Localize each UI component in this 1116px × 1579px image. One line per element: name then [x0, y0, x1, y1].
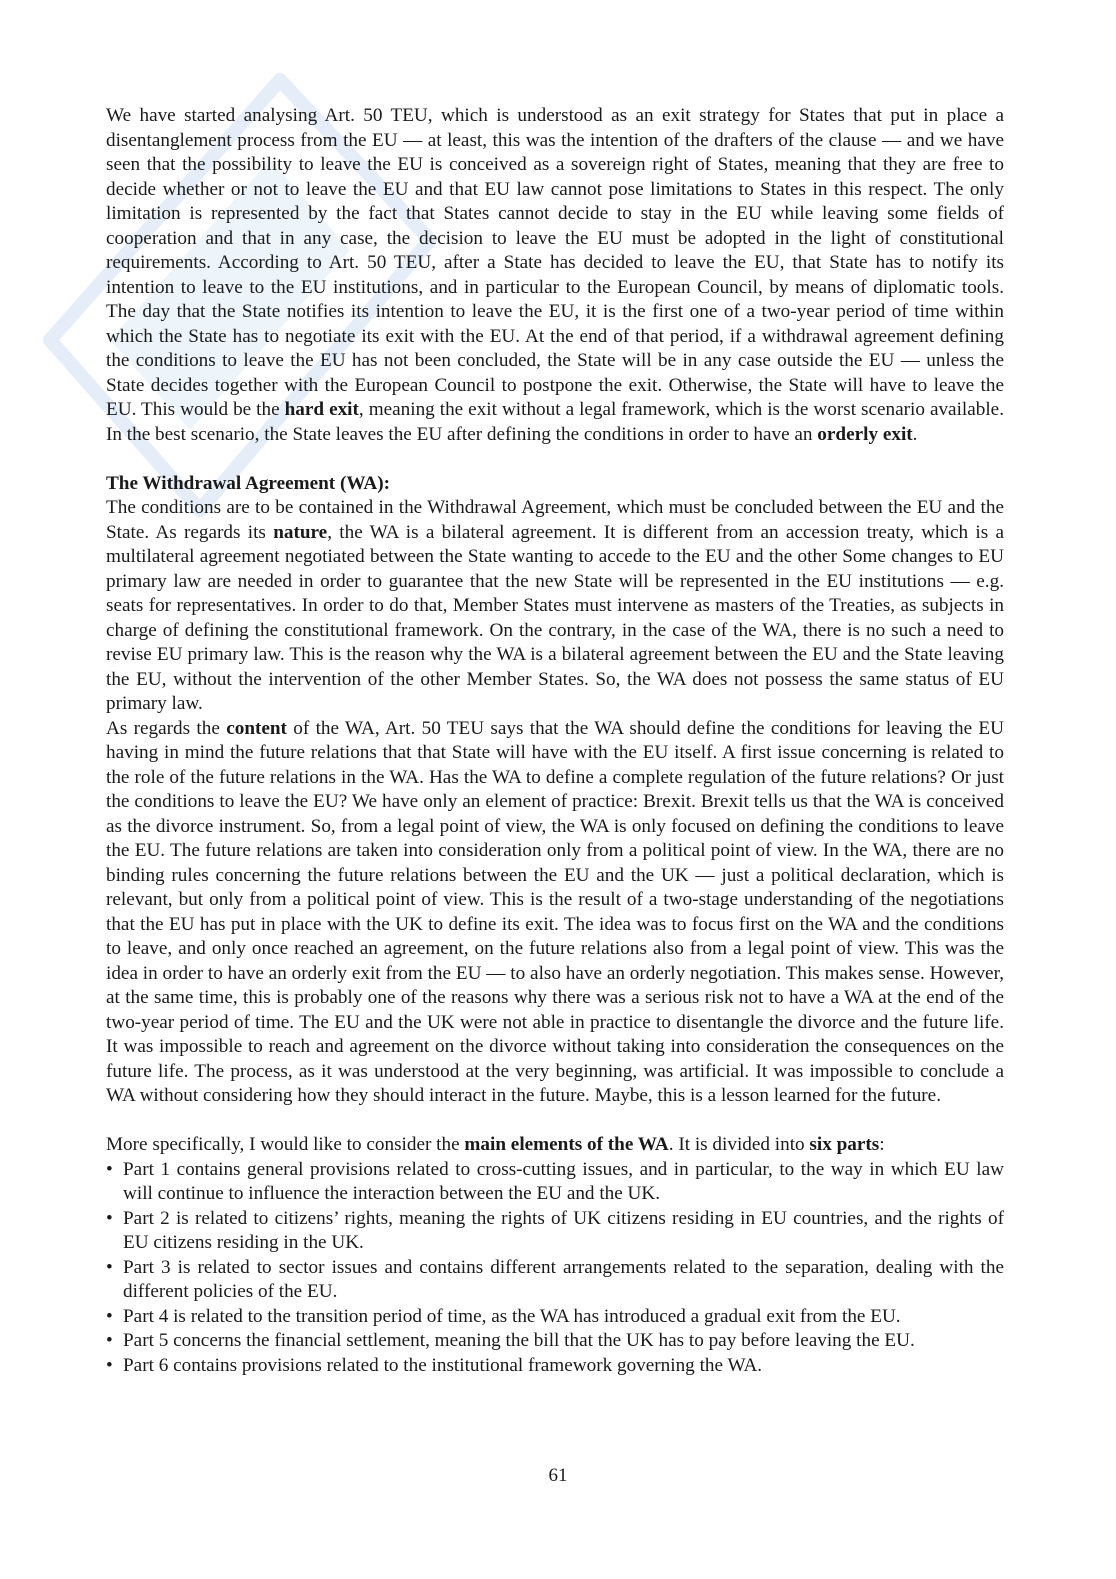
- list-item: • Part 6 contains provisions related to the institutional framework governing the WA.: [106, 1354, 1004, 1379]
- list-item: • Part 5 concerns the financial settlement, meaning the bill that the UK has to pay before leaving the EU.: [106, 1329, 1004, 1354]
- nature-paragraph: The conditions are to be contained in the Withdrawal Agreement, which must be concluded between the EU and the State. As regards its nature, the WA is a bilateral agreement. It is different from an accession treaty, which is a multilateral agreement negotiated between the State wanting to accede to the EU and the other Some changes to EU primary law are needed in order to guarantee that the new State will be represented in the EU institutions — e.g. seats for representatives. In order to do that, Member States must intervene as masters of the Treaties, as subjects in charge of defining the constitutional framework. On the contrary, in the case of the WA, there is no such a need to revise EU primary law. This is the reason why the WA is a bilateral agreement between the EU and the State leaving the EU, without the intervention of the other Member States. So, the WA does not possess the same status of EU primary law.: [106, 497, 1004, 714]
- elements-intro: More specifically, I would like to consider the main elements of the WA. It is divided into six parts:: [106, 1134, 885, 1155]
- page-body: [106, 104, 1004, 1378]
- parts-list: [106, 1158, 1004, 1379]
- bullet-icon: •: [106, 1305, 113, 1327]
- list-item: • Part 4 is related to the transition period of time, as the WA has introduced a gradual exit from the EU.: [106, 1305, 1004, 1330]
- bullet-icon: •: [106, 1354, 113, 1376]
- content-paragraph: As regards the content of the WA, Art. 50 TEU says that the WA should define the conditions for leaving the EU having in mind the future relations that that State will have with the EU itself. A first issue concerning is related to the role of the future relations in the WA. Has the WA to define a complete regulation of the future relations? Or just the conditions to leave the EU? We have only an element of practice: Brexit. Brexit tells us that the WA is conceived as the divorce instrument. So, from a legal point of view, the WA is only focused on defining the conditions to leave the EU. The future relations are taken into consideration only from a political point of view. In the WA, there are no binding rules concerning the future relations between the EU and the UK — just a political declaration, which is relevant, but only from a political point of view. This is the result of a two-stage understanding of the negotiations that the EU has put in place with the UK to define its exit. The idea was to focus first on the WA and the conditions to leave, and only once reached an agreement, on the future relations also from a legal point of view. This was the idea in order to have an orderly exit from the EU — to also have an orderly negotiation. This makes sense. However, at the same time, this is probably one of the reasons why there was a serious risk not to have a WA at the end of the two-year period of time. The EU and the UK were not able in practice to disentangle the divorce and the future life. It was impossible to reach and agreement on the divorce without taking into consideration the consequences on the future life. The process, as it was understood at the very beginning, was artificial. It was impossible to conclude a WA without considering how they should interact in the future. Maybe, this is a lesson learned for the future.: [106, 717, 1004, 1106]
- bullet-icon: •: [106, 1207, 113, 1229]
- orderly-exit-term: orderly exit: [817, 423, 913, 445]
- list-item: • Part 3 is related to sector issues and contains different arrangements related to the separation, dealing with the different policies of the EU.: [106, 1256, 1004, 1302]
- main-elements-term: main elements of the WA: [464, 1134, 669, 1155]
- content-term: content: [226, 717, 287, 739]
- hard-exit-term: hard exit: [284, 399, 359, 420]
- section-heading: The Withdrawal Agreement (WA):: [106, 472, 391, 494]
- page-number: 61: [548, 1465, 568, 1486]
- list-item: • Part 1 contains general provisions related to cross-cutting issues, and in particular, to the way in which EU law will continue to influence the interaction between the EU and the UK.: [106, 1158, 1004, 1204]
- bullet-icon: •: [106, 1256, 113, 1278]
- list-item: • Part 2 is related to citizens’ rights, meaning the rights of UK citizens residing in EU countries, and the rights of EU citizens residing in the UK.: [106, 1207, 1004, 1253]
- bullet-icon: •: [106, 1158, 113, 1180]
- nature-term: nature: [273, 521, 328, 543]
- six-parts-term: six parts: [809, 1134, 880, 1155]
- intro-paragraph: We have started analysing Art. 50 TEU, which is understood as an exit strategy for States that put in place a disentanglement process from the EU — at least, this was the intention of the drafters of the clause — and we have seen that the possibility to leave the EU is conceived as a sovereign right of States, meaning that they are free to decide whether or not to leave the EU and that EU law cannot pose limitations to States in this respect. The only limitation is represented by the fact that States cannot decide to stay in the EU while leaving some fields of cooperation and that in any case, the decision to leave the EU must be adopted in the light of constitutional requirements. According to Art. 50 TEU, after a State has decided to leave the EU, that State has to notify its intention to leave to the EU institutions, and in particular to the European Council, by means of diplomatic tools. The day that the State notifies its intention to leave the EU, it is the first one of a two-year period of time within which the State has to negotiate its exit with the EU. At the end of that period, if a withdrawal agreement defining the conditions to leave the EU has not been concluded, the State will be in any case outside the EU — unless the State decides together with the European Council to postpone the exit. Otherwise, the State will have to leave the EU. This would be the hard exit, meaning the exit without a legal framework, which is the worst scenario available. In the best scenario, the State leaves the EU after defining the conditions in order to have an orderly exit.: [106, 105, 1004, 445]
- bullet-icon: •: [106, 1330, 113, 1351]
